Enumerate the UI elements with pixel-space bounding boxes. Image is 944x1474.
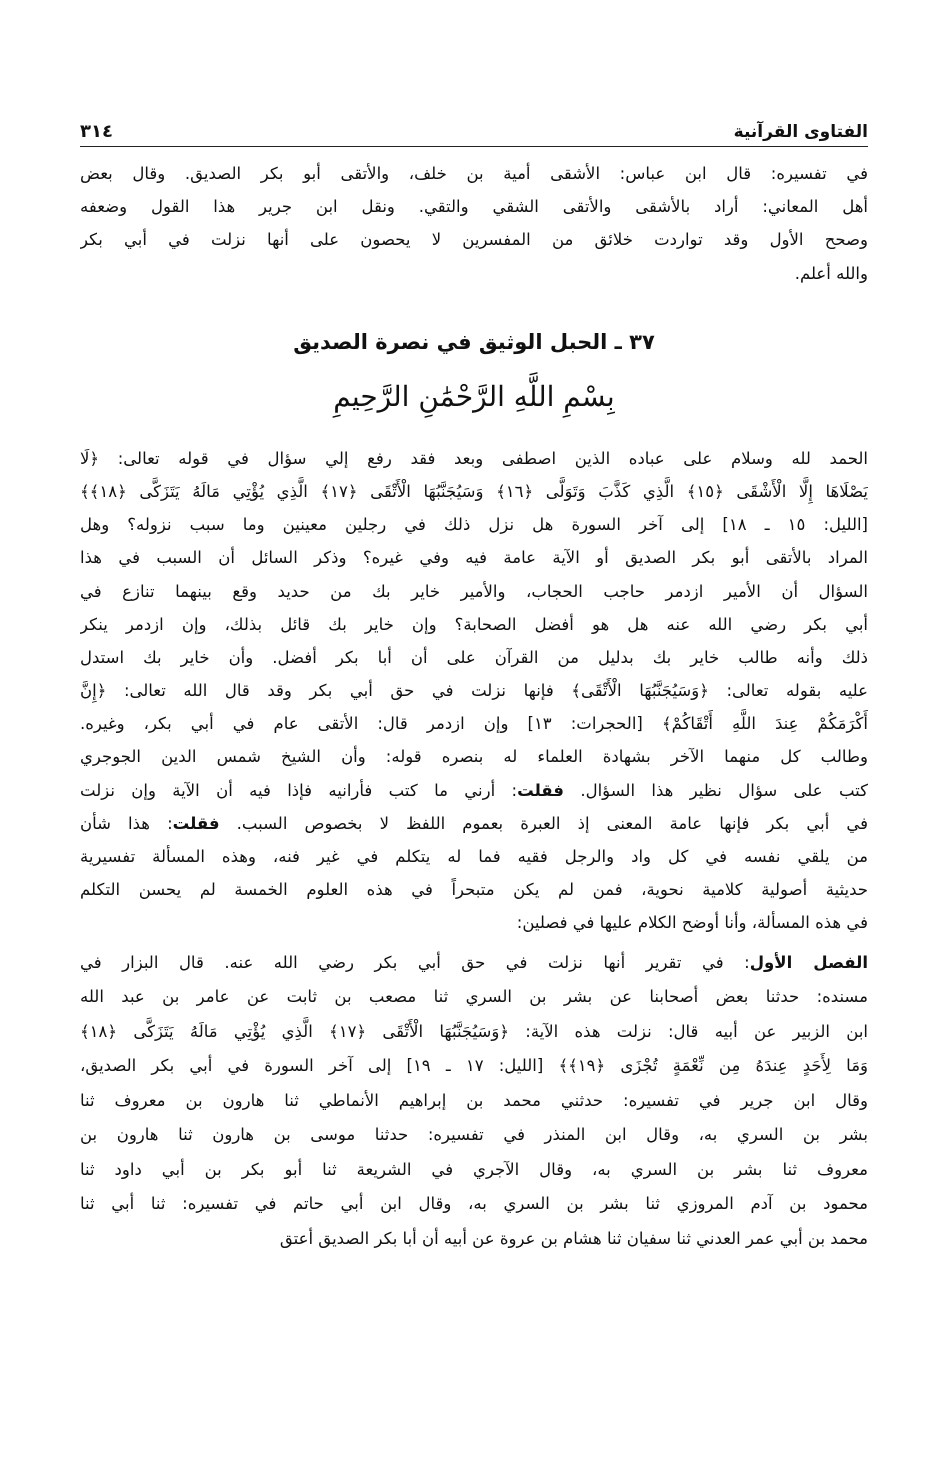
- text-segment: الحمد لله وسلام على عباده الذين اصطفى وبعد فقد رفع إلي سؤال في قوله تعالى: ﴿لَا: [80, 448, 868, 468]
- text-segment: أَكْرَمَكُمْ عِندَ اللَّهِ أَتْقَاكُمْ﴾ [الحجرات: ١٣] وإن ازدمر قال: الأتقى عام في أبي بكر، وغيره.: [80, 714, 868, 734]
- text-segment: السؤال أن الأمير ازدمر حاجب الحجاب، والأمير خاير بك من حديد وقع بينهما تنازع في: [80, 581, 868, 601]
- text-line: [80, 740, 868, 773]
- text-segment: يَصْلَاهَا إِلَّا الْأَشْقَى ﴿١٥﴾ الَّذِي كَذَّبَ وَتَوَلَّى ﴿١٦﴾ وَسَيُجَنَّبُهَا الْأَتْقَى ﴿١٧﴾ الَّذِي يُؤْتِي مَالَهُ يَتَزَكَّى ﴿١٨﴾﴾: [80, 481, 868, 501]
- text-line: [80, 257, 868, 290]
- text-line: [80, 840, 868, 873]
- text-line: [80, 873, 868, 906]
- text-segment: وَمَا لِأَحَدٍ عِندَهُ مِن نِّعْمَةٍ تُجْزَى ﴿١٩﴾﴾ [الليل: ١٧ ـ ١٩] إلى آخر السورة في أبي بكر الصديق،: [80, 1056, 868, 1076]
- text-line: [80, 1222, 868, 1257]
- text-segment: : في تقرير أنها نزلت في حق أبي بكر رضي الله عنه. قال البزار في: [80, 952, 750, 972]
- text-segment: والله أعلم.: [794, 263, 868, 283]
- text-line: [80, 1153, 868, 1188]
- text-line: [80, 1049, 868, 1084]
- page-header: [80, 112, 868, 147]
- text-segment: في أبي بكر فإنها عامة المعنى إذ العبرة بعموم اللفظ لا بخصوص السبب.: [219, 813, 868, 833]
- text-segment: وصحح الأول وقد تواردت خلائق من المفسرين لا يحصون على أنها نزلت في أبي بكر: [80, 230, 868, 250]
- bold-text: فقلت: [517, 780, 564, 800]
- bold-text: فقلت: [172, 813, 220, 833]
- text-line: [80, 190, 868, 223]
- text-line: [80, 980, 868, 1015]
- text-line: [80, 223, 868, 256]
- text-segment: وقال ابن جرير في تفسيره: حدثني محمد بن إبراهيم الأنماطي ثنا هارون بن معروف ثنا: [80, 1090, 868, 1110]
- text-segment: ذلك وأنه طالب خاير بك بدليل من القرآن على أن أبا بكر أفضل. وأن خاير بك استدل: [80, 647, 868, 667]
- text-line: [80, 906, 868, 939]
- text-line: [80, 674, 868, 707]
- text-segment: معروف ثنا بشر بن السري به، وقال الآجري في الشريعة ثنا أبو بكر بن أبي داود ثنا: [80, 1159, 868, 1179]
- text-segment: عليه بقوله تعالى: ﴿وَسَيُجَنَّبُهَا الْأَتْقَى﴾ فإنها نزلت في حق أبي بكر وقد قال الله تعالى: ﴿إِنَّ: [80, 681, 868, 701]
- text-segment: أبي بكر رضي الله عنه هل هو أفضل الصحابة؟ وإن خاير بك قائل بذلك، وإن ازدمر ينكر: [80, 614, 868, 634]
- text-line: [80, 774, 868, 807]
- text-segment: كتب على سؤال نظير هذا السؤال.: [564, 780, 868, 800]
- text-line: [80, 707, 868, 740]
- text-segment: [الليل: ١٥ ـ ١٨] إلى آخر السورة هل نزل ذلك في رجلين معينين وما سبب نزوله؟ وهل: [80, 515, 868, 535]
- text-segment: وطالب كل منهما الآخر بشهادة العلماء له بنصره قوله: وأن الشيخ شمس الدين الجوجري: [80, 747, 868, 767]
- text-segment: : هذا شأن: [80, 813, 173, 833]
- text-line: [80, 608, 868, 641]
- text-segment: المراد بالأتقى أبو بكر الصديق أو الآية عامة فيه وفي غيره؟ وذكر السائل أن السبب في هذا: [80, 548, 868, 568]
- text-segment: أهل المعاني: أراد بالأشقى والأتقى الشقي والتقي. ونقل ابن جرير هذا القول وضعفه: [80, 197, 868, 217]
- paragraph-intro: [80, 157, 868, 290]
- text-line: [80, 508, 868, 541]
- text-line: [80, 1084, 868, 1119]
- text-segment: بشر بن السري به، وقال ابن المنذر في تفسيره: حدثنا موسى بن هارون ثنا هارون بن: [80, 1125, 868, 1145]
- text-line: [80, 807, 868, 840]
- text-line: [80, 575, 868, 608]
- text-segment: في تفسيره: قال ابن عباس: الأشقى أمية بن خلف، والأتقى أبو بكر الصديق. وقال بعض: [80, 164, 868, 183]
- text-line: [80, 541, 868, 574]
- bold-text: الفصل الأول: [749, 952, 868, 972]
- text-segment: : أرني ما كتب فأرانيه فإذا فيه أن الآية وإن نزلت: [80, 780, 518, 800]
- book-page: [80, 112, 868, 1256]
- text-line: [80, 946, 868, 981]
- text-line: [80, 1187, 868, 1222]
- basmala-calligraphy: بِسْمِ اللَّهِ الرَّحْمَٰنِ الرَّحِيمِ: [333, 379, 615, 413]
- text-line: [80, 442, 868, 475]
- book-title: الفتاوى القرآنية: [733, 122, 868, 142]
- section-heading: ٣٧ ـ الحبل الوثيق في نصرة الصديق: [293, 329, 655, 354]
- text-segment: محمد بن أبي عمر العدني ثنا سفيان ثنا هشام بن عروة عن أبيه أن أبا بكر الصديق أعتق: [279, 1228, 868, 1248]
- text-line: [80, 1118, 868, 1153]
- text-segment: حديثية أصولية كلامية نحوية، فمن لم يكن متبحراً في هذه العلوم الخمسة لم يحسن التكلم: [80, 880, 868, 900]
- paragraph-chapter-one: [80, 946, 868, 1257]
- text-segment: محمود بن آدم المروزي ثنا بشر بن السري به، وقال ابن أبي حاتم في تفسيره: ثنا أبي ثنا: [80, 1194, 868, 1214]
- text-line: [80, 1015, 868, 1050]
- text-segment: في هذه المسألة، وأنا أوضح الكلام عليها في فصلين:: [516, 913, 868, 933]
- text-line: [80, 157, 868, 190]
- page-number: ٣١٤: [80, 121, 113, 142]
- text-segment: مسنده: حدثنا بعض أصحابنا عن بشر بن السري ثنا مصعب بن ثابت عن عامر بن عبد الله: [80, 987, 868, 1007]
- text-segment: من يلقي نفسه في كل واد والرجل فقيه فما له يتكلم في غير فنه، وهذه المسألة تفسيرية: [80, 847, 868, 866]
- text-segment: ابن الزبير عن أبيه قال: نزلت هذه الآية: ﴿وَسَيُجَنَّبُهَا الْأَتْقَى ﴿١٧﴾ الَّذِي يُؤْتِي مَالَهُ يَتَزَكَّى ﴿١٨﴾: [80, 1021, 868, 1041]
- text-line: [80, 475, 868, 508]
- paragraph-question: [80, 442, 868, 940]
- text-line: [80, 641, 868, 674]
